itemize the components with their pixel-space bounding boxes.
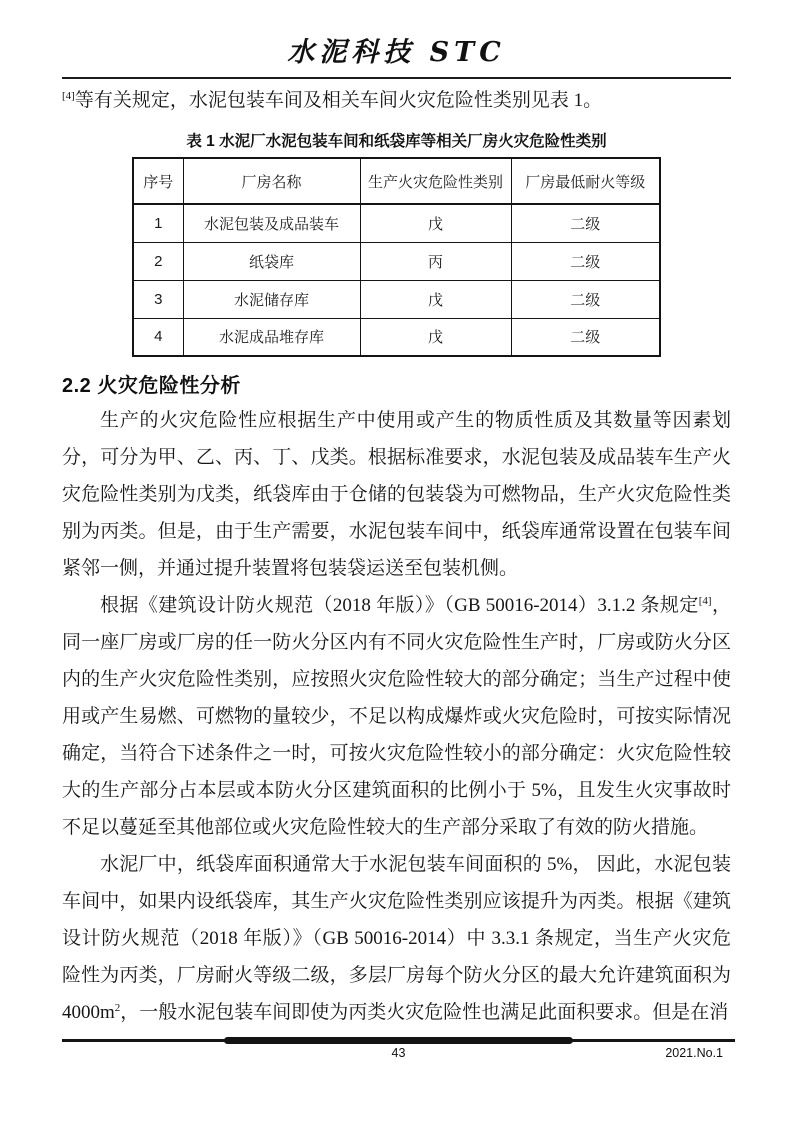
cell-rating: 二级 bbox=[511, 242, 660, 280]
table-row bbox=[133, 318, 660, 356]
table-header-row bbox=[133, 158, 660, 204]
column-header-category: 生产火灾危险性类别 bbox=[360, 158, 511, 204]
fire-hazard-table bbox=[132, 157, 661, 357]
column-header-name: 厂房名称 bbox=[183, 158, 360, 204]
cell-rating: 二级 bbox=[511, 318, 660, 356]
cell-rating: 二级 bbox=[511, 204, 660, 242]
body-paragraph-2 bbox=[62, 587, 731, 846]
reference-superscript: [4] bbox=[698, 595, 712, 607]
page-footer bbox=[62, 1039, 735, 1062]
cell-rating: 二级 bbox=[511, 280, 660, 318]
header-rule bbox=[62, 77, 731, 79]
cell-seq: 4 bbox=[133, 318, 183, 356]
section-heading: 2.2 火灾危险性分析 bbox=[62, 375, 241, 397]
cell-seq: 1 bbox=[133, 204, 183, 242]
cell-seq: 2 bbox=[133, 242, 183, 280]
para3-text-post: ，一般水泥包装车间即使为丙类火灾危险性也满足此面积要求。但是在消 bbox=[120, 1002, 729, 1023]
intro-paragraph bbox=[62, 82, 731, 119]
cell-name: 纸袋库 bbox=[183, 242, 360, 280]
cell-name: 水泥储存库 bbox=[183, 280, 360, 318]
footer-rule bbox=[62, 1039, 735, 1042]
table-caption: 表 1 水泥厂水泥包装车间和纸袋库等相关厂房火灾危险性类别 bbox=[186, 133, 607, 150]
cell-name: 水泥包装及成品装车 bbox=[183, 204, 360, 242]
cell-category: 戊 bbox=[360, 204, 511, 242]
reference-superscript: [4] bbox=[62, 90, 75, 102]
table-row bbox=[133, 242, 660, 280]
column-header-rating: 厂房最低耐火等级 bbox=[511, 158, 660, 204]
body-paragraph-1: 生产的火灾危险性应根据生产中使用或产生的物质性质及其数量等因素划分，可分为甲、乙、丙、丁、戊类。根据标准要求，水泥包装及成品装车生产火灾危险性类别为戊类，纸袋库由于仓储的包装袋为可燃物品，生产火灾危险性类别为丙类。但是，由于生产需要，水泥包装车间中，纸袋库通常设置在包装车间紧邻一侧，并通过提升装置将包装袋运送至包装机侧。 bbox=[62, 410, 731, 579]
cell-category: 戊 bbox=[360, 280, 511, 318]
column-header-seq: 序号 bbox=[133, 158, 183, 204]
para2-text-pre: 根据《建筑设计防火规范（2018 年版）》（GB 50016-2014）3.1.2 条规定 bbox=[100, 595, 699, 616]
para3-text-pre: 水泥厂中，纸袋库面积通常大于水泥包装车间面积的 5%， 因此，水泥包装车间中，如果内设纸袋库，其生产火灾危险性类别应该提升为丙类。根据《建筑设计防火规范（2018 年版）》（GB 50016-2014）中 3.3.1 条规定，当生产火灾危险性为丙类，厂房耐火等级二级，多层厂房每个防火分区的最大允许建筑面积为4000m bbox=[62, 854, 731, 1023]
squared-superscript: 2 bbox=[114, 1002, 121, 1014]
para2-text-post: ，同一座厂房或厂房的任一防火分区内有不同火灾危险性生产时，厂房或防火分区内的生产火灾危险性类别，应按照火灾危险性较大的部分确定；当生产过程中使用或产生易燃、可燃物的量较少，不足以构成爆炸或火灾危险时，可按实际情况确定，当符合下述条件之一时，可按火灾危险性较小的部分确定：火灾危险性较大的生产部分占本层或本防火分区建筑面积的比例小于 5%，且发生火灾事故时不足以蔓延至其他部位或火灾危险性较大的生产部分采取了有效的防火措施。 bbox=[62, 595, 731, 838]
page-number: 43 bbox=[391, 1046, 406, 1060]
cell-category: 丙 bbox=[360, 242, 511, 280]
cell-category: 戊 bbox=[360, 318, 511, 356]
issue-number: 2021.No.1 bbox=[665, 1046, 723, 1060]
journal-header-title: 水泥科技 STC bbox=[287, 37, 506, 68]
intro-text: 等有关规定，水泥包装车间及相关车间火灾危险性类别见表 1。 bbox=[74, 90, 603, 111]
body-paragraph-3 bbox=[62, 846, 731, 1031]
table-row bbox=[133, 204, 660, 242]
table-row bbox=[133, 280, 660, 318]
cell-seq: 3 bbox=[133, 280, 183, 318]
cell-name: 水泥成品堆存库 bbox=[183, 318, 360, 356]
